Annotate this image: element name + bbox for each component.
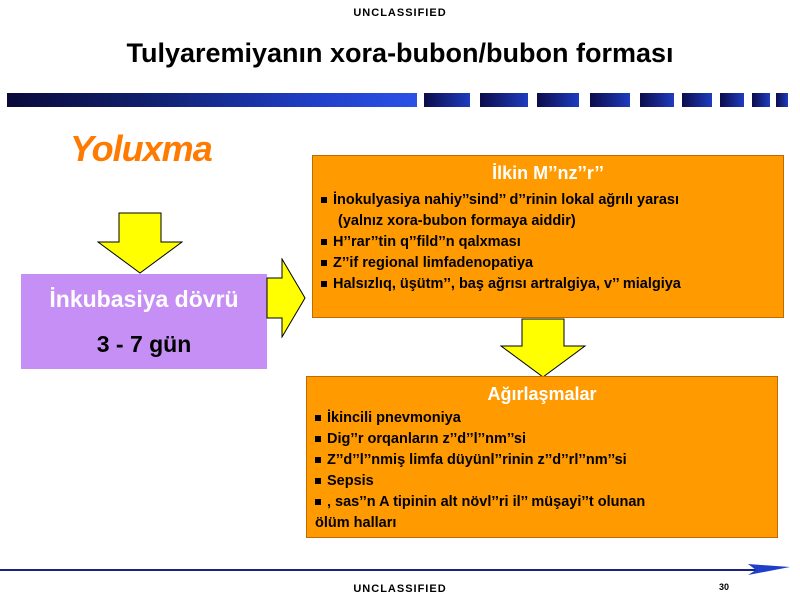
complications-box — [306, 376, 778, 538]
complications-list — [315, 408, 777, 534]
list-item: (yalnız xora-bubon formaya aiddir) — [338, 213, 576, 229]
list-item: Halsızlıq, üşütm’’, baş ağrısı artralgiya, v’’ mialgiya — [321, 274, 783, 295]
title-bar-segment — [480, 93, 528, 107]
title-bar-segment — [590, 93, 630, 107]
incubation-title: İnkubasiya dövrü — [49, 286, 239, 312]
list-item: Z’’d’’l’’nmiş limfa düyünl’’rinin z’’d’’rl’’nm’’si — [315, 450, 777, 471]
list-item: ölüm halları — [315, 515, 397, 531]
arrow-down-icon — [500, 318, 586, 378]
list-item: Dig’’r orqanların z’’d’’l’’nm’’si — [315, 429, 777, 450]
incubation-box — [21, 274, 267, 369]
classification-top: UNCLASSIFIED — [353, 7, 447, 19]
list-item: Sepsis — [315, 471, 777, 492]
slide-title: Tulyaremiyanın xora-bubon/bubon forması — [126, 38, 674, 68]
complications-title: Ağırlaşmalar — [487, 384, 597, 404]
title-bar-segment — [776, 93, 788, 107]
list-item: İnokulyasiya nahiy’’sind’’ d’’rinin lokal ağrılı yarası — [321, 190, 783, 211]
title-bar-segment — [682, 93, 712, 107]
title-bar-segment — [720, 93, 744, 107]
initial-presentation-title: İlkin M’’nz’’r’’ — [492, 163, 604, 183]
initial-presentation-box — [312, 155, 784, 318]
yoluxma-heading: Yoluxma — [70, 128, 212, 169]
title-bar-segment — [640, 93, 674, 107]
initial-presentation-list — [321, 190, 783, 295]
incubation-value: 3 - 7 gün — [96, 331, 192, 357]
title-underline-bar — [7, 93, 417, 107]
classification-bottom: UNCLASSIFIED — [353, 583, 447, 595]
arrow-down-icon — [97, 212, 183, 274]
list-item: İkincili pnevmoniya — [315, 408, 777, 429]
title-bar-segment — [424, 93, 470, 107]
footer-arrow-line — [0, 563, 800, 577]
list-item: ‚ sas’’n A tipinin alt növl’’ri il’’ müşayi’’t olunan — [315, 492, 777, 513]
title-bar-segment — [752, 93, 770, 107]
list-item: H’’rar’’tin q’’fild’’n qalxması — [321, 232, 783, 253]
arrow-right-icon — [266, 258, 306, 338]
page-number: 30 — [719, 582, 730, 592]
list-item: Z’’if regional limfadenopatiya — [321, 253, 783, 274]
title-bar-segment — [537, 93, 579, 107]
